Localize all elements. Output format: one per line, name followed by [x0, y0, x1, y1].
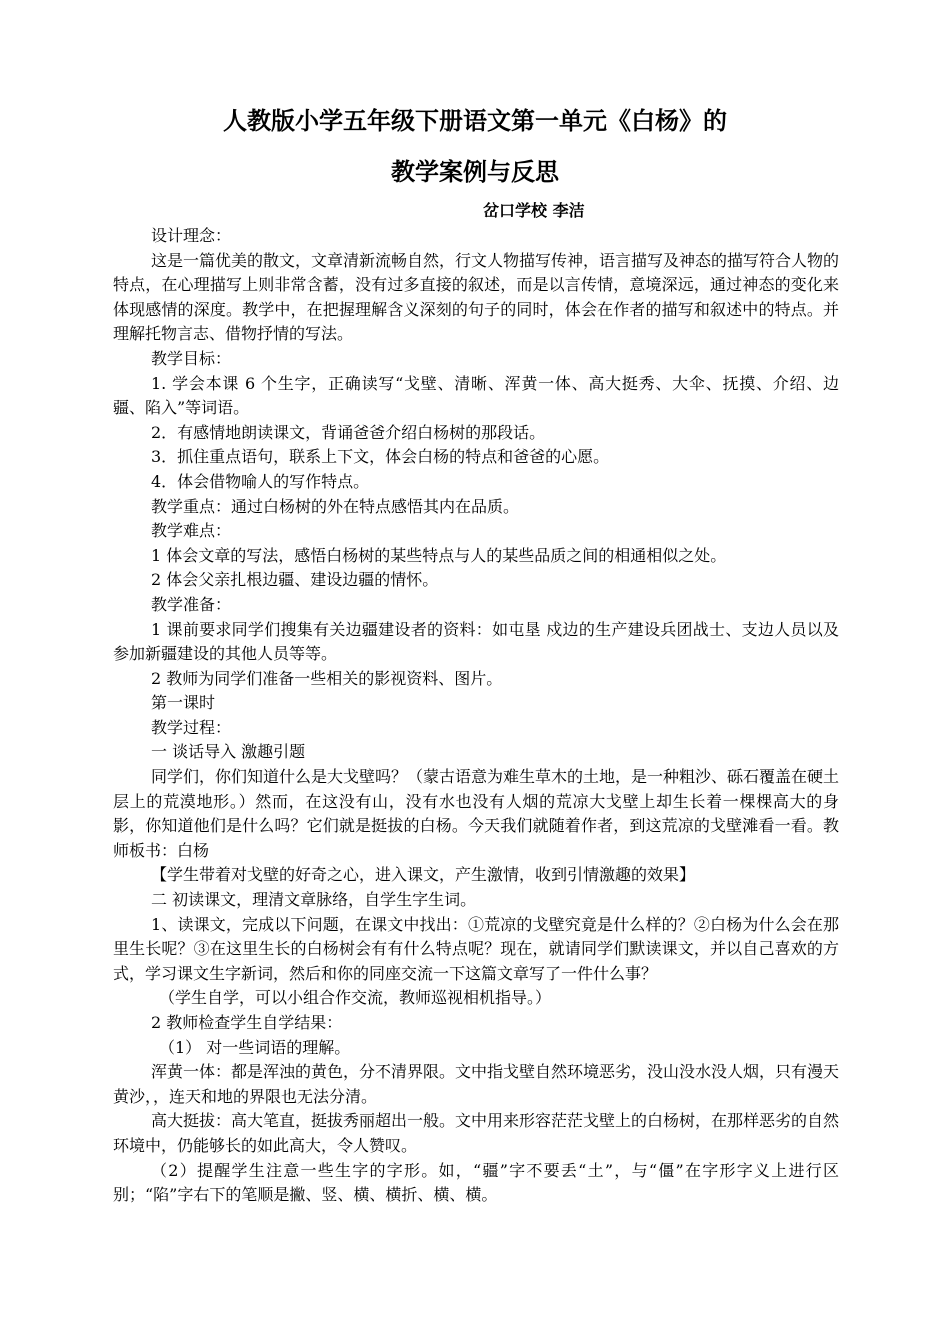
paragraph: 1 体会文章的写法，感悟白杨树的某些特点与人的某些品质之间的相通相似之处。	[151, 545, 727, 565]
paragraph: 1 课前要求同学们搜集有关边疆建设者的资料：如屯垦 戍边的生产建设兵团战士、支边人员以及参加新疆建设的其他人员等等。	[113, 619, 839, 664]
paragraph: 这是一篇优美的散文，文章清新流畅自然，行文人物描写传神，语言描写及神态的描写符合人物的特点，在心理描写上则非常含蓄，没有过多直接的叙述，而是以言传情，意境深远，通过神态的变化来体现感情的深度。教学中，在把握理解含义深刻的句子的同时，体会在作者的描写和叙述中的特点。并理解托物言志、借物抒情的写法。	[113, 250, 840, 344]
author-line: 岔口学校 李洁	[483, 201, 585, 220]
paragraph: 2 体会父亲扎根边疆、建设边疆的情怀。	[151, 570, 439, 590]
paragraph: 第一课时	[151, 693, 216, 713]
paragraph: 1、读课文，完成以下问题，在课文中找出：①荒凉的戈壁究竟是什么样的？②白杨为什么会在那里生长呢？③在这里生长的白杨树会有有什么特点呢？现在，就请同学们默读课文，并以自己喜欢的方式，学习课文生字新词，然后和你的同座交流一下这篇文章写了一件什么事？	[113, 914, 839, 983]
paragraph: 教学目标：	[151, 348, 232, 368]
paragraph: 2 教师为同学们准备一些相关的影视资料、图片。	[151, 668, 503, 688]
paragraph: 教学难点：	[151, 521, 232, 541]
paragraph: 2．有感情地朗读课文，背诵爸爸介绍白杨树的那段话。	[151, 422, 546, 442]
paragraph: 4．体会借物喻人的写作特点。	[151, 471, 370, 491]
document-title-line-2: 教学案例与反思	[391, 158, 559, 186]
paragraph: 浑黄一体：都是浑浊的黄色，分不清界限。文中指戈壁自然环境恶劣，没山没水没人烟，只有漫天黄沙，，连天和地的界限也无法分清。	[113, 1062, 840, 1106]
document-body	[113, 224, 839, 1208]
paragraph: 高大挺拔：高大笔直，挺拔秀丽超出一般。文中用来形容茫茫戈壁上的白杨树，在那样恶劣的自然环境中，仍能够长的如此高大，令人赞叹。	[113, 1111, 840, 1155]
document-title-line-1: 人教版小学五年级下册语文第一单元《白杨》的	[223, 107, 727, 135]
paragraph: 2 教师检查学生自学结果：	[151, 1013, 343, 1032]
paragraph: 一 谈话导入 激趣引题	[151, 742, 306, 762]
paragraph: 教学准备：	[151, 594, 232, 614]
paragraph: 设计理念：	[151, 226, 232, 245]
paragraph: 教学过程：	[151, 717, 232, 737]
paragraph: （2）提醒学生注意一些生字的字形。如，“疆”字不要丢“土”，与“僵”在字形字义上进行区别；“陷”字右下的笔顺是撇、竖、横、横折、横、横。	[113, 1160, 839, 1205]
paragraph: 二 初读课文，理清文章脉络，自学生字生词。	[151, 890, 477, 910]
paragraph: 教学重点：通过白杨树的外在特点感悟其内在品质。	[151, 496, 520, 516]
paragraph: （1） 对一些词语的理解。	[159, 1037, 351, 1057]
paragraph: 1. 学会本课 6 个生字，正确读写“戈壁、清晰、浑黄一体、高大挺秀、大伞、抚摸、介绍、边疆、陷入”等词语。	[113, 373, 839, 418]
paragraph: （学生自学，可以小组合作交流，教师巡视相机指导。）	[159, 988, 552, 1008]
paragraph: 【学生带着对戈壁的好奇之心，进入课文，产生激情，收到引情激趣的效果】	[151, 865, 696, 885]
paragraph: 同学们，你们知道什么是大戈壁吗？（蒙古语意为难生草木的土地，是一种粗沙、砾石覆盖在硬土层上的荒漠地形。）然而，在这没有山，没有水也没有人烟的荒凉大戈壁上却生长着一棵棵高大的身影，你知道他们是什么吗？它们就是挺拔的白杨。今天我们就随着作者，到这荒凉的戈壁滩看一看。教师板书：白杨	[113, 767, 840, 860]
paragraph: 3．抓住重点语句，联系上下文，体会白杨的特点和爸爸的心愿。	[151, 447, 610, 467]
